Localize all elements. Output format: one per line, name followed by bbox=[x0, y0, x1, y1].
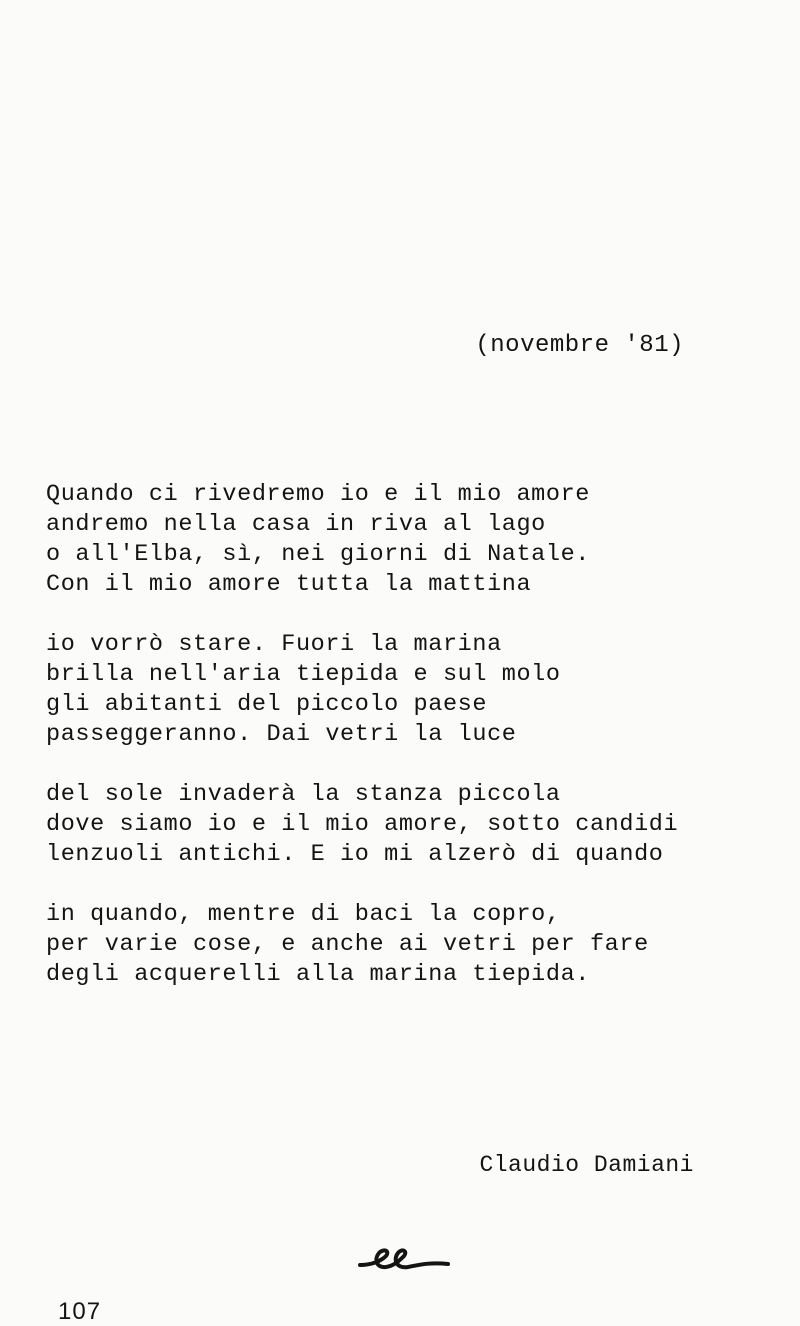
poem-line: brilla nell'aria tiepida e sul molo bbox=[46, 661, 561, 688]
publisher-logo-icon bbox=[356, 1238, 456, 1278]
poem-body bbox=[46, 480, 746, 1020]
stanza bbox=[46, 780, 746, 870]
poem-line: in quando, mentre di baci la copro, bbox=[46, 901, 561, 928]
poem-line: o all'Elba, sì, nei giorni di Natale. bbox=[46, 541, 590, 568]
stanza bbox=[46, 630, 746, 750]
stanza bbox=[46, 480, 746, 600]
poem-line: lenzuoli antichi. E io mi alzerò di quando bbox=[46, 841, 664, 868]
poem-line: degli acquerelli alla marina tiepida. bbox=[46, 961, 590, 988]
poem-line: per varie cose, e anche ai vetri per fare bbox=[46, 931, 649, 958]
poem-line: passeggeranno. Dai vetri la luce bbox=[46, 721, 517, 748]
stanza bbox=[46, 900, 746, 990]
author-name: Claudio Damiani bbox=[479, 1152, 694, 1178]
poem-line: Con il mio amore tutta la mattina bbox=[46, 571, 532, 598]
poem-date: (novembre '81) bbox=[475, 332, 684, 359]
poem-line: dove siamo io e il mio amore, sotto candidi bbox=[46, 811, 679, 838]
poem-line: io vorrò stare. Fuori la marina bbox=[46, 631, 502, 658]
page-number: 107 bbox=[58, 1298, 102, 1325]
poem-line: andremo nella casa in riva al lago bbox=[46, 511, 546, 538]
poem-line: gli abitanti del piccolo paese bbox=[46, 691, 488, 718]
poem-line: Quando ci rivedremo io e il mio amore bbox=[46, 481, 590, 508]
poem-line: del sole invaderà la stanza piccola bbox=[46, 781, 561, 808]
